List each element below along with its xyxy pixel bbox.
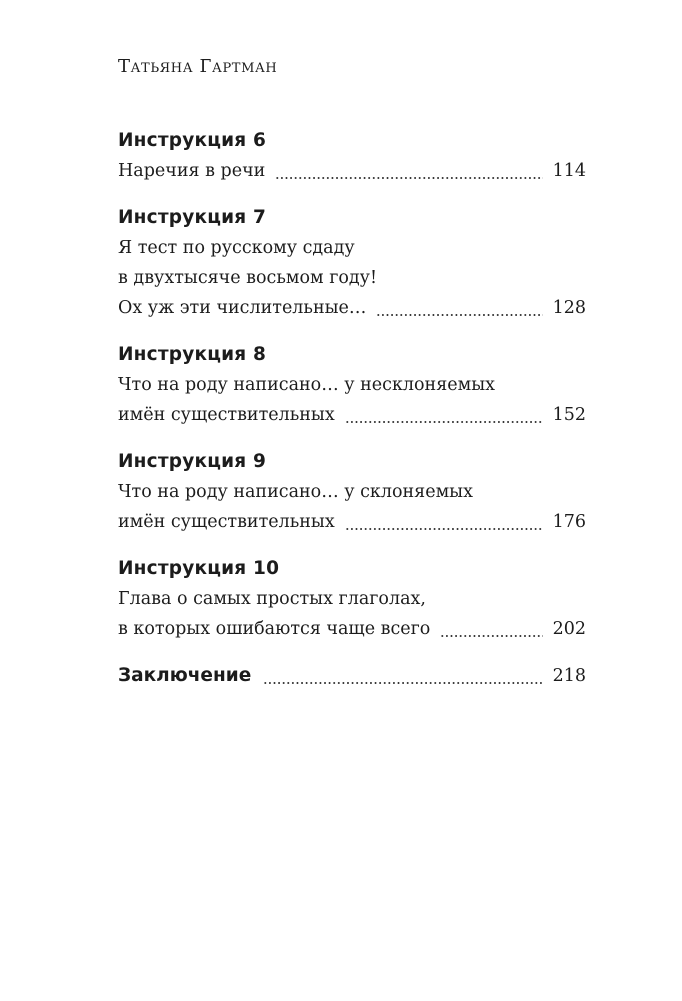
entry-title-line <box>118 584 586 614</box>
page-number: 128 <box>552 298 586 318</box>
entry-title-line <box>118 233 586 263</box>
dot-leader <box>275 160 542 180</box>
table-of-contents <box>118 126 586 691</box>
running-head-author: Татьяна Гартман <box>118 56 278 77</box>
entry-heading: Инструкция 8 <box>118 344 267 365</box>
dot-leader <box>440 618 542 638</box>
entry-title-line <box>118 156 586 186</box>
entry-title-line <box>118 400 586 430</box>
entry-title-text: Что на роду написано… у несклоняемых <box>118 375 496 395</box>
entry-title-line <box>118 263 586 293</box>
toc-entry-10 <box>118 554 586 644</box>
entry-title-text: Ох уж эти числительные… <box>118 298 367 318</box>
toc-entry-conclusion <box>118 661 586 691</box>
dot-leader <box>345 511 543 531</box>
entry-heading: Инструкция 9 <box>118 451 267 472</box>
page-number: 152 <box>552 405 586 425</box>
entry-heading: Инструкция 7 <box>118 207 267 228</box>
toc-entry-6 <box>118 126 586 186</box>
entry-heading: Инструкция 10 <box>118 558 280 579</box>
entry-title-text: Что на роду написано… у склоняемых <box>118 482 473 502</box>
entry-title-line <box>118 614 586 644</box>
entry-title-line <box>118 477 586 507</box>
entry-title-line <box>118 507 586 537</box>
entry-title-text: в которых ошибаются чаще всего <box>118 619 431 639</box>
dot-leader <box>263 665 542 685</box>
entry-title-text: Я тест по русскому сдаду <box>118 238 355 258</box>
entry-heading: Инструкция 6 <box>118 130 267 151</box>
page-number: 202 <box>552 619 586 639</box>
toc-entry-7 <box>118 203 586 323</box>
entry-title-text: Глава о самых простых глаголах, <box>118 589 426 609</box>
entry-title-line <box>118 293 586 323</box>
entry-title-text: имён существительных <box>118 512 335 532</box>
dot-leader <box>345 404 543 424</box>
entry-title-line <box>118 370 586 400</box>
entry-title-text: в двухтысяче восьмом году! <box>118 268 377 288</box>
page-number: 114 <box>552 161 586 181</box>
toc-entry-8 <box>118 340 586 430</box>
page-number: 176 <box>552 512 586 532</box>
page-number: 218 <box>552 666 586 686</box>
entry-title-text: Наречия в речи <box>118 161 266 181</box>
dot-leader <box>376 297 542 317</box>
entry-title-text: имён существительных <box>118 405 335 425</box>
conclusion-label: Заключение <box>118 665 252 686</box>
toc-entry-9 <box>118 447 586 537</box>
